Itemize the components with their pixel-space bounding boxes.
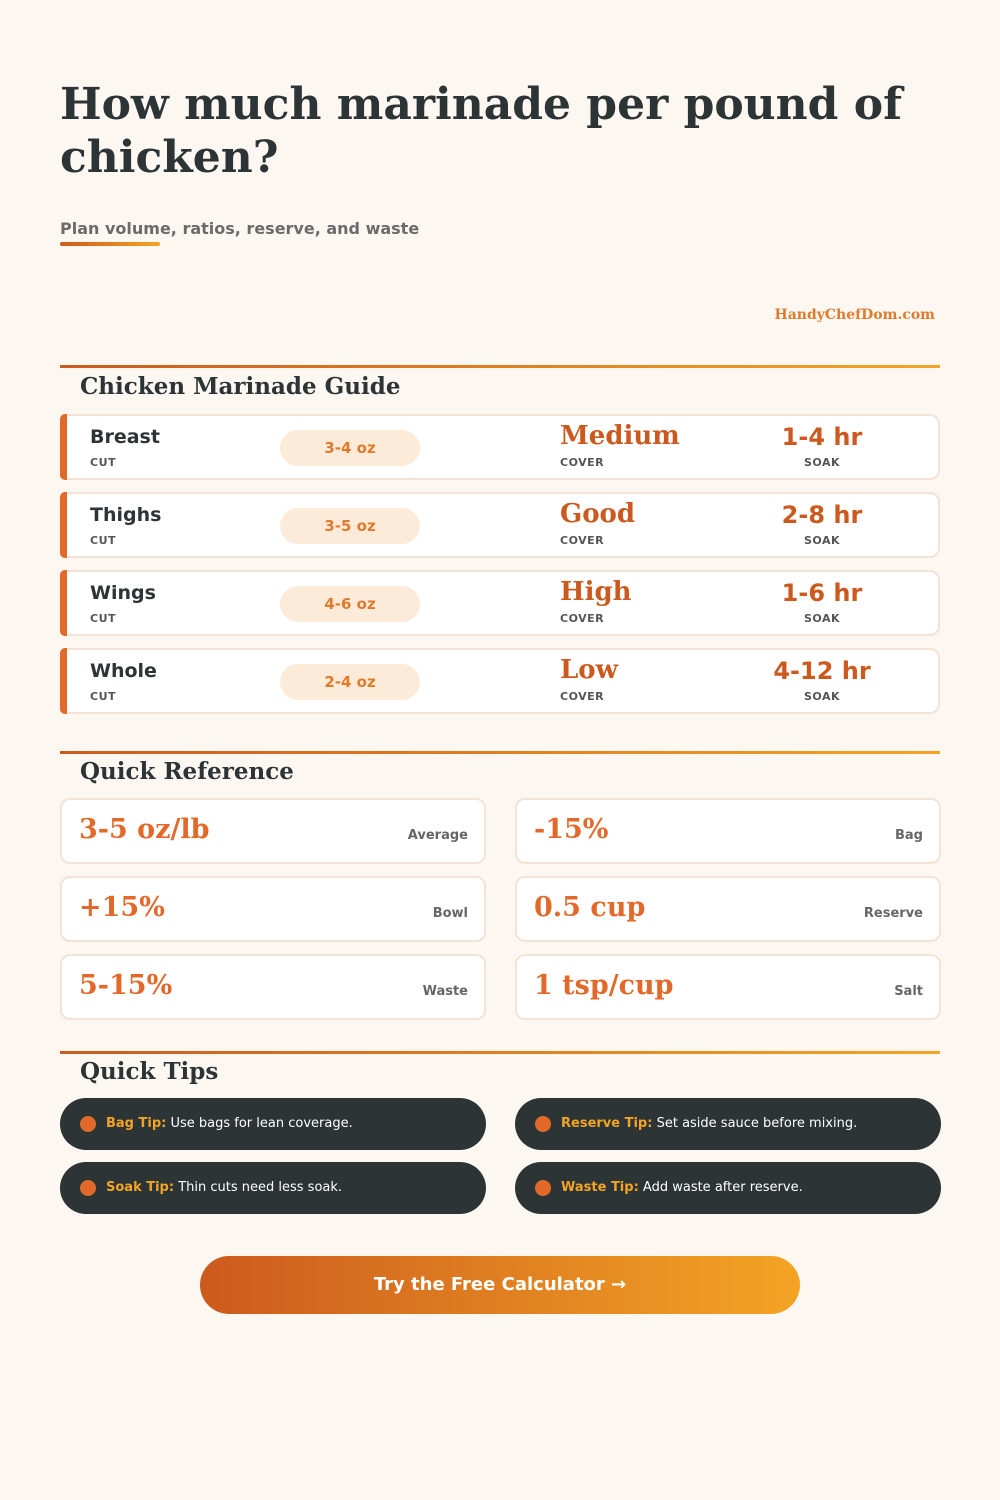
tip-soak	[60, 1162, 486, 1214]
tip-body: Add waste after reserve.	[638, 1180, 803, 1195]
reference-value: 5-15%	[79, 970, 173, 1001]
reference-divider	[60, 751, 940, 754]
subtitle-underline	[60, 242, 160, 246]
tip-text	[106, 1162, 342, 1214]
bullet-dot-icon	[535, 1116, 551, 1132]
guide-section-title: Chicken Marinade Guide	[80, 373, 401, 400]
bullet-dot-icon	[535, 1180, 551, 1196]
cover-label: COVER	[560, 456, 605, 469]
brand-link[interactable]: HandyChefDom.com	[774, 307, 935, 323]
soak-value: 2-8 hr	[781, 501, 863, 529]
cut-label: CUT	[90, 690, 117, 703]
tips-section-title: Quick Tips	[80, 1058, 219, 1085]
amount-pill: 3-4 oz	[280, 430, 420, 466]
tip-text	[561, 1098, 857, 1150]
page-subtitle: Plan volume, ratios, reserve, and waste	[60, 219, 420, 238]
amount-pill: 4-6 oz	[280, 586, 420, 622]
reference-card-salt	[515, 954, 941, 1020]
soak-value: 1-4 hr	[781, 423, 863, 451]
cover-label: COVER	[560, 534, 605, 547]
soak-value: 4-12 hr	[773, 657, 871, 685]
soak-label: SOAK	[803, 690, 840, 703]
tip-text	[106, 1098, 353, 1150]
guide-row-breast	[60, 414, 940, 480]
tip-body: Use bags for lean coverage.	[166, 1116, 353, 1131]
cover-label: COVER	[560, 690, 605, 703]
cover-value: Good	[560, 499, 636, 529]
tip-reserve	[515, 1098, 941, 1150]
bullet-dot-icon	[80, 1180, 96, 1196]
tip-body: Thin cuts need less soak.	[174, 1180, 343, 1195]
cover-value: Low	[560, 655, 619, 685]
tip-waste	[515, 1162, 941, 1214]
page-title: How much marinade per pound of chicken?	[60, 79, 903, 183]
reference-card-bowl	[60, 876, 486, 942]
row-accent-bar	[60, 492, 67, 558]
reference-value: 1 tsp/cup	[534, 970, 674, 1001]
cut-label: CUT	[90, 534, 117, 547]
soak-label: SOAK	[803, 534, 840, 547]
cut-name: Thighs	[90, 504, 162, 526]
tips-divider	[60, 1051, 940, 1054]
cut-name: Wings	[90, 582, 156, 604]
tip-label: Soak Tip:	[106, 1180, 175, 1195]
cover-value: Medium	[560, 421, 680, 451]
reference-card-waste	[60, 954, 486, 1020]
reference-label: Salt	[894, 984, 923, 999]
row-accent-bar	[60, 648, 67, 714]
guide-divider	[60, 365, 940, 368]
cover-value: High	[560, 577, 632, 607]
cover-label: COVER	[560, 612, 605, 625]
reference-label: Reserve	[863, 906, 923, 921]
reference-value: +15%	[79, 892, 165, 923]
amount-pill: 2-4 oz	[280, 664, 420, 700]
reference-label: Bowl	[432, 906, 468, 921]
tip-label: Reserve Tip:	[561, 1116, 653, 1131]
reference-label: Average	[407, 828, 468, 843]
soak-value: 1-6 hr	[781, 579, 863, 607]
tip-text	[561, 1162, 803, 1214]
reference-value: 3-5 oz/lb	[79, 814, 210, 845]
soak-label: SOAK	[803, 456, 840, 469]
bullet-dot-icon	[80, 1116, 96, 1132]
reference-value: 0.5 cup	[534, 892, 646, 923]
reference-section-title: Quick Reference	[80, 758, 294, 785]
guide-row-wings	[60, 570, 940, 636]
cut-label: CUT	[90, 456, 117, 469]
reference-label: Bag	[895, 828, 923, 843]
try-calculator-button[interactable]: Try the Free Calculator →	[200, 1256, 800, 1314]
reference-card-bag	[515, 798, 941, 864]
tip-bag	[60, 1098, 486, 1150]
guide-row-whole	[60, 648, 940, 714]
reference-value: -15%	[534, 814, 609, 845]
row-accent-bar	[60, 414, 67, 480]
cut-name: Whole	[90, 660, 157, 682]
reference-card-reserve	[515, 876, 941, 942]
reference-label: Waste	[422, 984, 468, 999]
tip-label: Bag Tip:	[106, 1116, 167, 1131]
soak-label: SOAK	[803, 612, 840, 625]
cut-label: CUT	[90, 612, 117, 625]
amount-pill: 3-5 oz	[280, 508, 420, 544]
tip-body: Set aside sauce before mixing.	[652, 1116, 858, 1131]
reference-card-average	[60, 798, 486, 864]
row-accent-bar	[60, 570, 67, 636]
guide-row-thighs	[60, 492, 940, 558]
tip-label: Waste Tip:	[561, 1180, 639, 1195]
cut-name: Breast	[90, 426, 160, 448]
